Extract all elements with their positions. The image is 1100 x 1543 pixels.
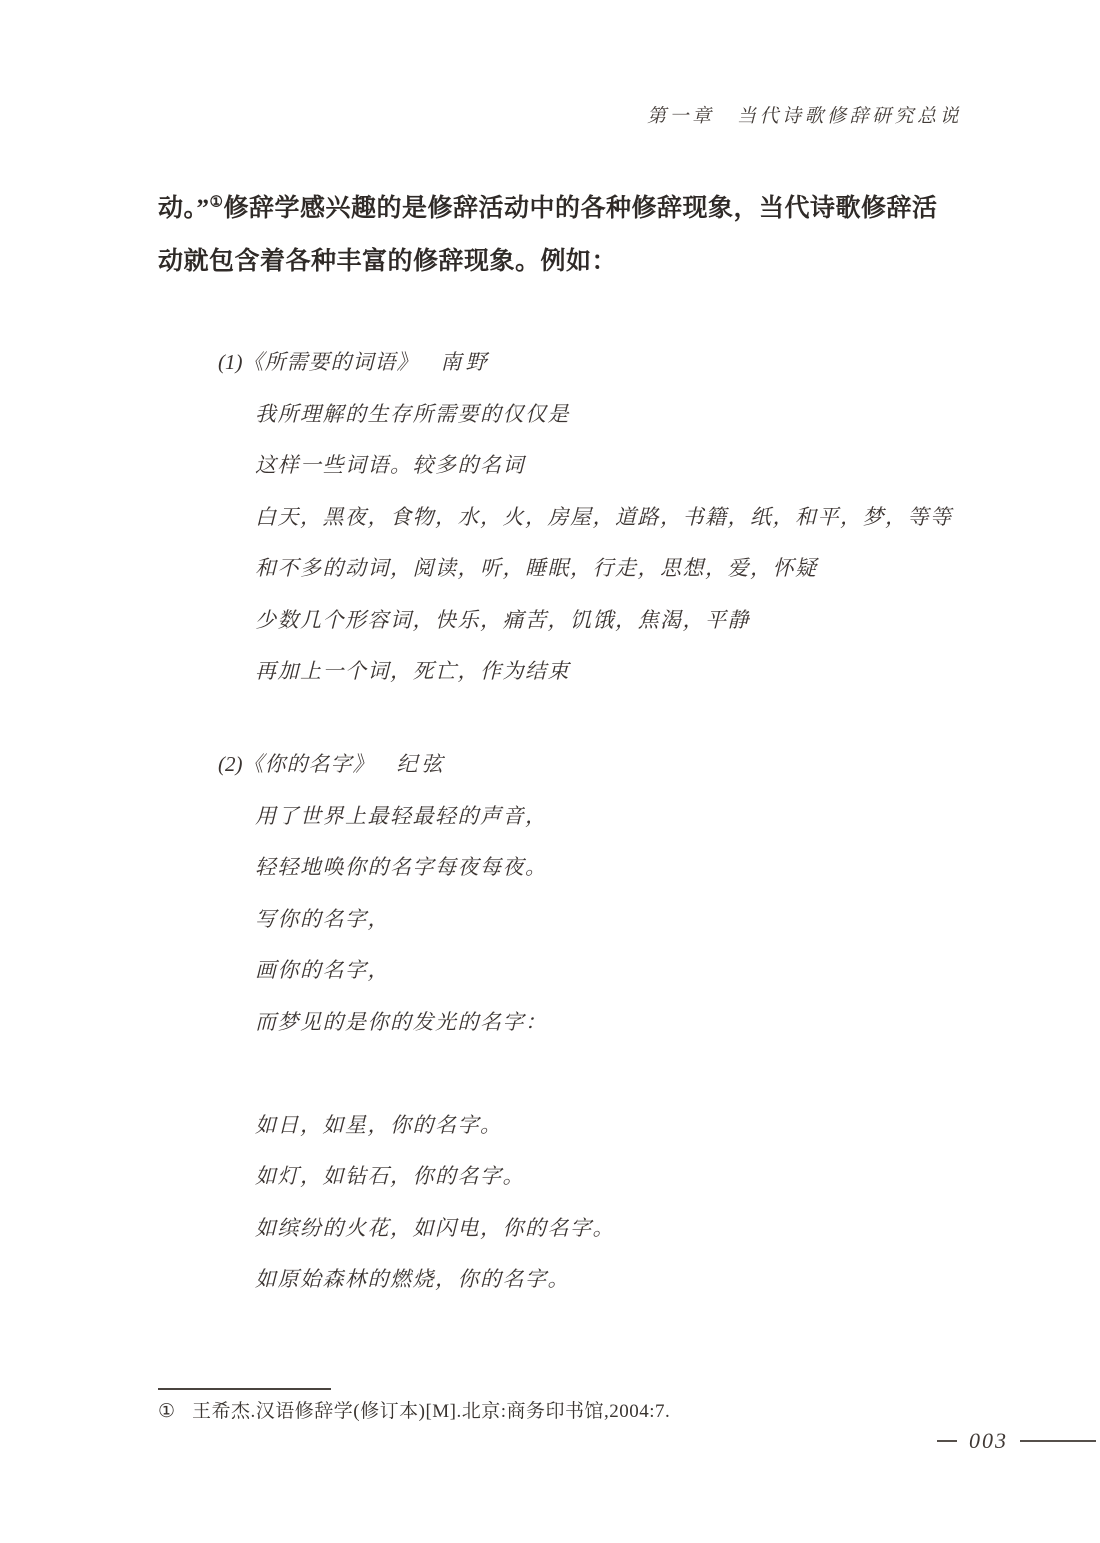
- poem-block-1: [218, 337, 953, 698]
- poem-number: (2): [218, 752, 243, 776]
- poem-block-2: [218, 739, 615, 1306]
- paragraph-line: 动就包含着各种丰富的修辞现象。例如：: [158, 248, 618, 275]
- footnote-text: 王希杰.汉语修辞学(修订本)[M].北京:商务印书馆,2004:7.: [192, 1401, 671, 1422]
- poem-line: 而梦见的是你的发光的名字：: [255, 1009, 548, 1034]
- paragraph-text: 动。”: [158, 195, 210, 222]
- footer-rule-right: [1020, 1440, 1096, 1442]
- poem-title: 《你的名字》: [242, 752, 375, 776]
- page-number: 003: [969, 1428, 1008, 1453]
- poem-line: 轻轻地唤你的名字每夜每夜。: [255, 855, 548, 879]
- poem-author: 纪弦: [396, 752, 447, 776]
- poem-number: (1): [218, 350, 243, 374]
- poem-line: 用了世界上最轻最轻的声音，: [255, 803, 548, 828]
- poem-title-row: [218, 739, 615, 791]
- poem-author: 南野: [440, 350, 491, 374]
- running-head: 第一章 当代诗歌修辞研究总说: [646, 106, 962, 127]
- poem-line: 如灯，如钻石，你的名字。: [255, 1164, 525, 1188]
- footnote-marker: ①: [158, 1401, 176, 1422]
- poem-line: 写你的名字，: [255, 906, 390, 931]
- poem-stanza: [255, 389, 953, 698]
- intro-paragraph: [158, 182, 968, 288]
- footnote-divider: [158, 1388, 331, 1390]
- paragraph-line: [158, 182, 968, 235]
- poem-title: 《所需要的词语》: [242, 350, 419, 374]
- poem-line: 画你的名字，: [255, 958, 390, 982]
- poem-line: 少数几个形容词，快乐，痛苦，饥饿，焦渴，平静: [255, 607, 750, 632]
- footer-dash-left: [937, 1440, 957, 1442]
- footnote-reference-marker: ①: [209, 194, 224, 211]
- paragraph-text: 修辞学感兴趣的是修辞活动中的各种修辞现象，当代诗歌修辞活: [223, 195, 938, 222]
- poem-stanza: [255, 1100, 615, 1306]
- poem-line: 如日，如星，你的名字。: [255, 1112, 503, 1137]
- footnote: [158, 1398, 670, 1426]
- poem-title-row: [218, 337, 953, 389]
- poem-line: 和不多的动词，阅读，听，睡眠，行走，思想，爱，怀疑: [255, 556, 818, 580]
- poem-line: 这样一些词语。较多的名词: [255, 453, 525, 477]
- poem-line: 白天，黑夜，食物，水，火，房屋，道路，书籍，纸，和平，梦，等等: [255, 504, 953, 529]
- poem-stanza: [255, 791, 615, 1049]
- poem-line: 我所理解的生存所需要的仅仅是: [255, 401, 570, 426]
- poem-line: 如缤纷的火花，如闪电，你的名字。: [255, 1215, 615, 1240]
- page-number-footer: [937, 1428, 1096, 1454]
- poem-line: 再加上一个词，死亡，作为结束: [255, 659, 570, 683]
- poem-line: 如原始森林的燃烧，你的名字。: [255, 1267, 570, 1291]
